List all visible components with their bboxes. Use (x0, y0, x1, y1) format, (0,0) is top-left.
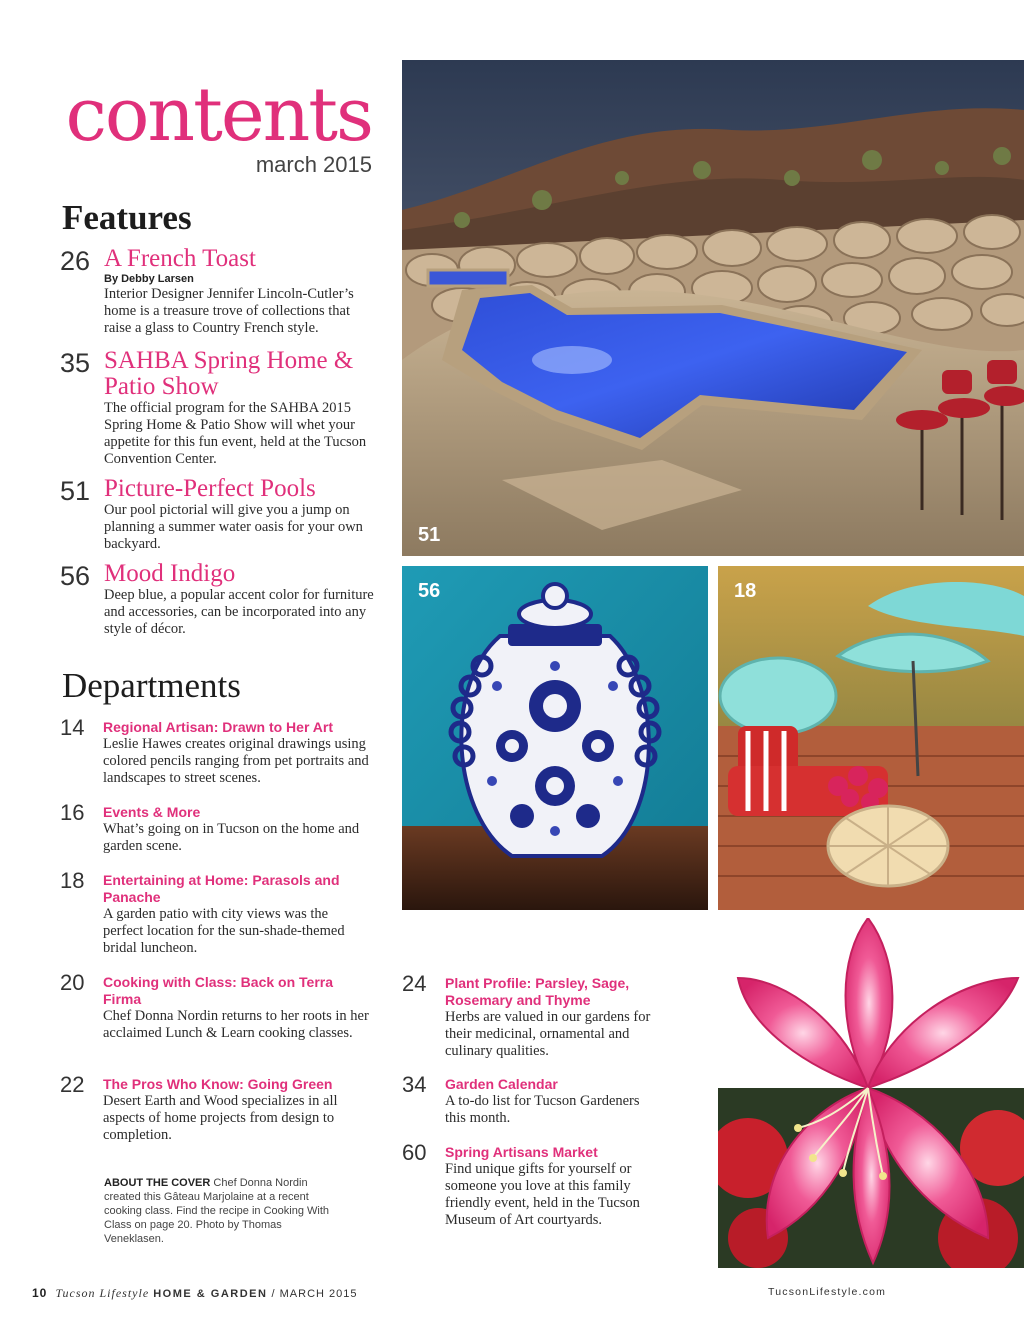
department-page-number: 22 (60, 1072, 85, 1097)
department-item[interactable] (60, 869, 370, 957)
department-title[interactable]: Garden Calendar (445, 1076, 558, 1092)
page-title: contents (65, 72, 372, 158)
feature-item[interactable] (60, 246, 380, 337)
features-heading: Features (62, 198, 192, 237)
pool-illustration (402, 60, 1024, 556)
cover-note-label: ABOUT THE COVER (104, 1177, 211, 1189)
folio-brand: Tucson Lifestyle (55, 1286, 150, 1300)
department-item[interactable] (402, 972, 664, 1060)
folio-date: MARCH 2015 (279, 1288, 358, 1300)
feature-title[interactable]: Mood Indigo (104, 560, 236, 587)
feature-description: Deep blue, a popular accent color for furniture and accessories, can be incorporated into any style of décor. (104, 587, 374, 637)
department-item[interactable] (60, 1073, 370, 1144)
cover-note-text: Chef Donna Nordin created this Gâteau Marjolaine at a recent cooking class. Find the recipe in Cooking With Class on page 20. Photo by Thomas Veneklasen. (104, 1177, 329, 1245)
parasols-photo[interactable] (718, 566, 1024, 910)
department-description: Herbs are valued in our gardens for their medicinal, ornamental and culinary qualities. (445, 1009, 651, 1059)
department-item[interactable] (60, 971, 370, 1042)
folio-section: HOME & GARDEN (153, 1288, 268, 1300)
department-title[interactable]: Plant Profile: Parsley, Sage, Rosemary and Thyme (445, 975, 630, 1008)
about-the-cover (104, 1176, 336, 1246)
masthead (50, 72, 372, 177)
department-description: Find unique gifts for yourself or someone you love at this family friendly event, held in the Tucson Museum of Art courtyards. (445, 1161, 640, 1228)
feature-description: Interior Designer Jennifer Lincoln-Cutler’s home is a treasure trove of collections that raise a glass to Country French style. (104, 286, 354, 336)
vase-photo[interactable] (402, 566, 708, 910)
folio-page-number: 10 (32, 1286, 48, 1300)
department-title[interactable]: Entertaining at Home: Parasols and Panache (103, 872, 340, 905)
department-description: What’s going on in Tucson on the home and garden scene. (103, 821, 360, 854)
department-title[interactable]: The Pros Who Know: Going Green (103, 1076, 333, 1092)
vase-illustration (402, 566, 708, 910)
department-title[interactable]: Regional Artisan: Drawn to Her Art (103, 719, 333, 735)
feature-title[interactable]: A French Toast (104, 245, 256, 272)
feature-page-number: 26 (60, 246, 91, 276)
department-page-number: 34 (402, 1072, 427, 1097)
photo-page-number: 34 (734, 932, 757, 954)
department-description: A garden patio with city views was the perfect location for the sun-shade-themed bridal luncheon. (103, 906, 345, 956)
department-page-number: 60 (402, 1140, 427, 1165)
department-item[interactable] (60, 801, 370, 855)
feature-item[interactable] (60, 348, 380, 468)
department-item[interactable] (60, 716, 370, 787)
department-title[interactable]: Spring Artisans Market (445, 1144, 598, 1160)
department-title[interactable]: Events & More (103, 804, 201, 820)
folio-separator: / (271, 1288, 276, 1300)
parasols-illustration (718, 566, 1024, 910)
feature-byline: By Debby Larsen (104, 273, 194, 285)
department-item[interactable] (402, 1073, 664, 1127)
feature-title[interactable]: SAHBA Spring Home & Patio Show (104, 347, 354, 400)
footer-website[interactable]: TucsonLifestyle.com (768, 1286, 887, 1298)
feature-page-number: 51 (60, 476, 91, 506)
department-page-number: 18 (60, 868, 85, 893)
footer-folio (32, 1286, 358, 1301)
photo-page-number: 18 (734, 580, 757, 602)
department-description: Leslie Hawes creates original drawings using colored pencils ranging from pet portraits and landscapes to street scenes. (103, 736, 369, 786)
feature-page-number: 35 (60, 348, 91, 378)
department-description: A to-do list for Tucson Gardeners this month. (445, 1093, 640, 1126)
department-description: Desert Earth and Wood specializes in all aspects of home projects from design to completion. (103, 1093, 338, 1143)
feature-page-number: 56 (60, 561, 91, 591)
feature-title[interactable]: Picture-Perfect Pools (104, 475, 316, 502)
department-title[interactable]: Cooking with Class: Back on Terra Firma (103, 974, 334, 1007)
departments-heading: Departments (62, 666, 241, 705)
department-page-number: 20 (60, 970, 85, 995)
pool-photo[interactable] (402, 60, 1024, 556)
feature-item[interactable] (60, 476, 380, 553)
feature-description: Our pool pictorial will give you a jump on planning a summer water oasis for your own backyard. (104, 502, 363, 552)
department-description: Chef Donna Nordin returns to her roots in her acclaimed Lunch & Learn cooking classes. (103, 1008, 369, 1041)
feature-description: The official program for the SAHBA 2015 Spring Home & Patio Show will whet your appetite for this fun event, held at the Tucson Convention Center. (104, 400, 367, 467)
department-item[interactable] (402, 1141, 652, 1229)
photo-page-number: 51 (418, 524, 441, 546)
flower-photo[interactable] (718, 918, 1024, 1268)
department-page-number: 24 (402, 971, 427, 996)
department-page-number: 16 (60, 800, 85, 825)
issue-date: march 2015 (255, 152, 372, 177)
department-page-number: 14 (60, 715, 85, 740)
flower-illustration (718, 918, 1024, 1268)
photo-page-number: 56 (418, 580, 441, 602)
feature-item[interactable] (60, 561, 380, 638)
